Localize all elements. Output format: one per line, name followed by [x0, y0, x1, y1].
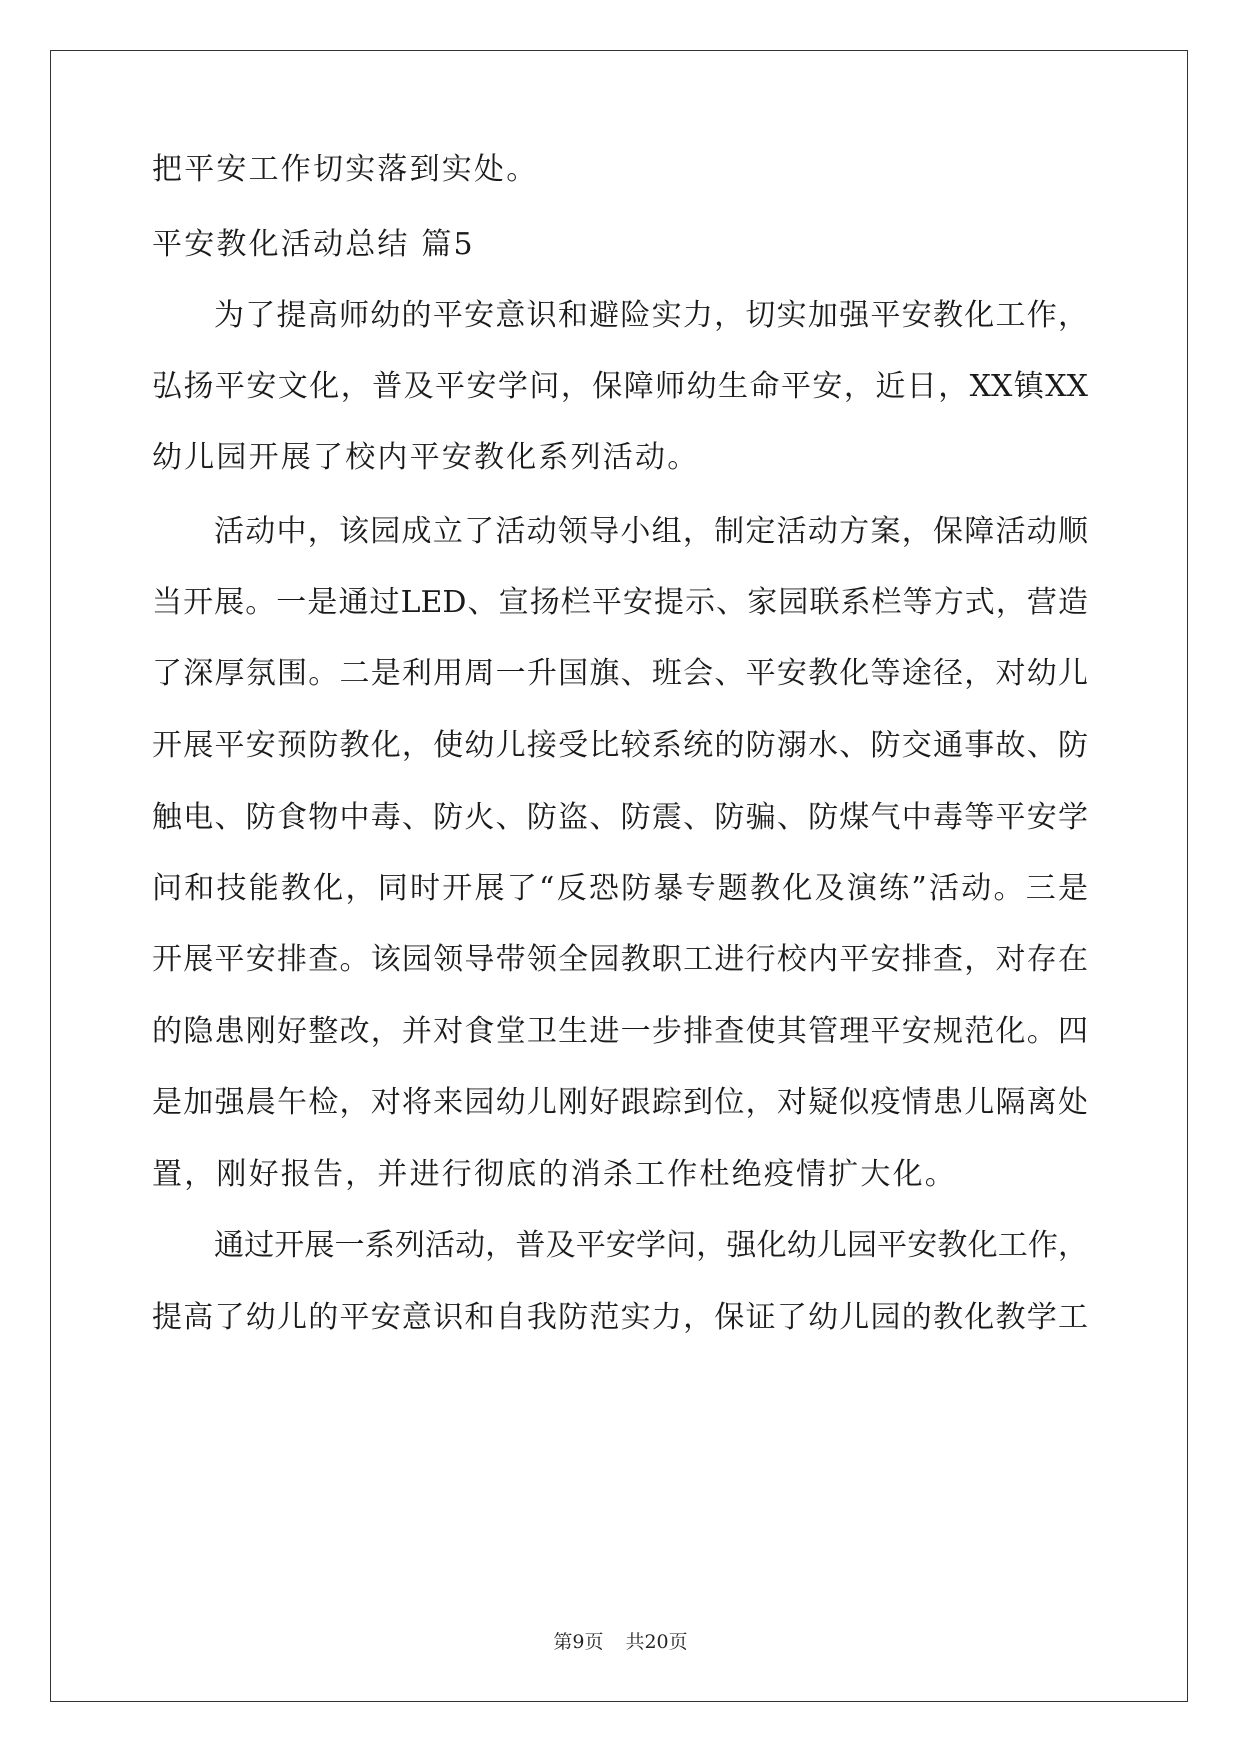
paragraph-line: 了深厚氛围。二是利用周一升国旗、班会、平安教化等途径，对幼儿 — [152, 656, 1088, 691]
paragraph-line: 是加强晨午检，对将来园幼儿刚好跟踪到位，对疑似疫情患儿隔离处 — [152, 1085, 1088, 1120]
paragraph-line: 活动中，该园成立了活动领导小组，制定活动方案，保障活动顺 — [214, 514, 1088, 549]
section-heading: 平安教化活动总结 篇5 — [152, 227, 475, 262]
paragraph-line: 触电、防食物中毒、防火、防盗、防震、防骗、防煤气中毒等平安学 — [152, 800, 1088, 835]
paragraph-line: 当开展。一是通过LED、宣扬栏平安提示、家园联系栏等方式，营造 — [152, 585, 1088, 620]
paragraph-line: 的隐患刚好整改，并对食堂卫生进一步排查使其管理平安规范化。四 — [152, 1014, 1088, 1049]
paragraph-line: 置，刚好报告，并进行彻底的消杀工作杜绝疫情扩大化。 — [152, 1157, 957, 1192]
paragraph-line: 问和技能教化，同时开展了“反恐防暴专题教化及演练”活动。三是 — [152, 871, 1088, 906]
text-line: 把平安工作切实落到实处。 — [152, 152, 539, 187]
paragraph-line: 为了提高师幼的平安意识和避险实力，切实加强平安教化工作， — [214, 298, 1088, 333]
paragraph-line: 幼儿园开展了校内平安教化系列活动。 — [152, 440, 700, 475]
page-number-total: 共20页 — [625, 1631, 688, 1653]
paragraph-line: 弘扬平安文化，普及平安学问，保障师幼生命平安，近日，XX镇XX — [152, 369, 1088, 404]
paragraph-line: 开展平安排查。该园领导带领全园教职工进行校内平安排查，对存在 — [152, 942, 1088, 977]
page-number-current: 第9页 — [553, 1631, 604, 1653]
paragraph-line: 开展平安预防教化，使幼儿接受比较系统的防溺水、防交通事故、防 — [152, 728, 1088, 763]
paragraph-line: 通过开展一系列活动，普及平安学问，强化幼儿园平安教化工作， — [214, 1228, 1088, 1263]
paragraph-line: 提高了幼儿的平安意识和自我防范实力，保证了幼儿园的教化教学工 — [152, 1300, 1088, 1335]
page-footer — [0, 1630, 1241, 1654]
